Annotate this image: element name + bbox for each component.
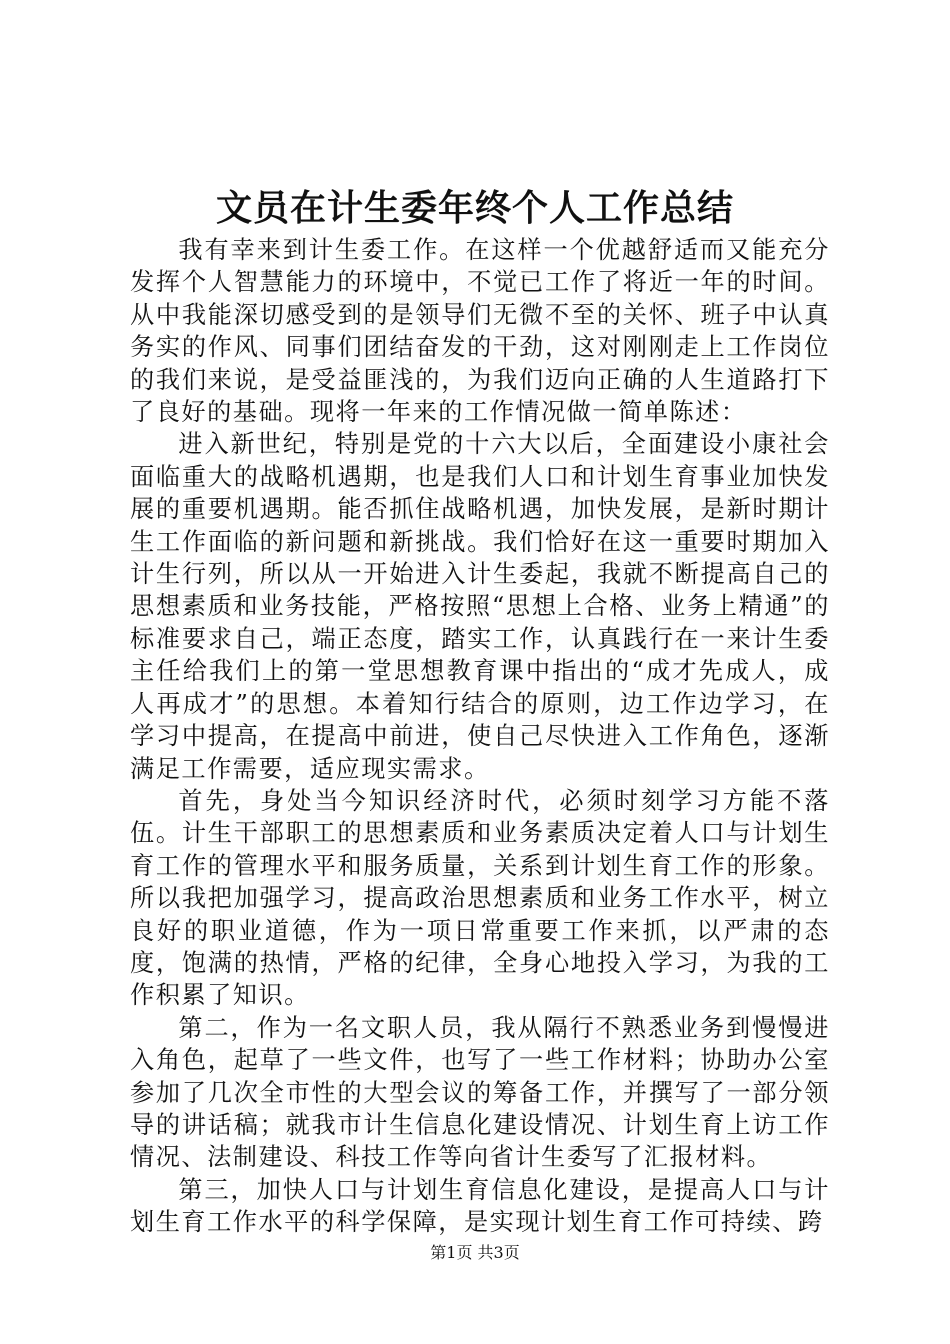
document-body [130, 234, 830, 1239]
page-number-footer: 第1页 共3页 [430, 1243, 520, 1262]
paragraph-intro: 我有幸来到计生委工作。在这样一个优越舒适而又能充分发挥个人智慧能力的环境中，不觉已工作了将近一年的时间。从中我能深切感受到的是领导们无微不至的关怀、班子中认真务实的作风、同事们团结奋发的干劲，这对刚刚走上工作岗位的我们来说，是受益匪浅的，为我们迈向正确的人生道路打下了良好的基础。现将一年来的工作情况做一简单陈述： [130, 236, 830, 427]
document-title: 文员在计生委年终个人工作总结 [215, 187, 734, 229]
paragraph-new-century: 进入新世纪，特别是党的十六大以后，全面建设小康社会面临重大的战略机遇期，也是我们人口和计划生育事业加快发展的重要机遇期。能否抓住战略机遇，加快发展，是新时期计生工作面临的新问题和新挑战。我们恰好在这一重要时期加入计生行列，所以从一开始进入计生委起，我就不断提高自己的思想素质和业务技能，严格按照“思想上合格、业务上精通”的标准要求自己，端正态度，踏实工作，认真践行在一来计生委主任给我们上的第一堂思想教育课中指出的“成才先成人，成人再成才”的思想。本着知行结合的原则，边工作边学习，在学习中提高，在提高中前进，使自己尽快进入工作角色，逐渐满足工作需要，适应现实需求。 [130, 430, 830, 783]
paragraph-first: 首先，身处当今知识经济时代，必须时刻学习方能不落伍。计生干部职工的思想素质和业务素质决定着人口与计划生育工作的管理水平和服务质量，关系到计划生育工作的形象。所以我把加强学习，提高政治思想素质和业务工作水平，树立良好的职业道德，作为一项日常重要工作来抓，以严肃的态度，饱满的热情，严格的纪律，全身心地投入学习，为我的工作积累了知识。 [130, 786, 830, 1010]
paragraph-second: 第二，作为一名文职人员，我从隔行不熟悉业务到慢慢进入角色，起草了一些文件，也写了一些工作材料；协助办公室参加了几次全市性的大型会议的筹备工作，并撰写了一部分领导的讲话稿；就我市计生信息化建设情况、计划生育上访工作情况、法制建设、科技工作等向省计生委写了汇报材料。 [130, 1013, 830, 1172]
paragraph-third: 第三，加快人口与计划生育信息化建设，是提高人口与计划生育工作水平的科学保障，是实现计划生育工作可持续、跨 [130, 1175, 830, 1237]
